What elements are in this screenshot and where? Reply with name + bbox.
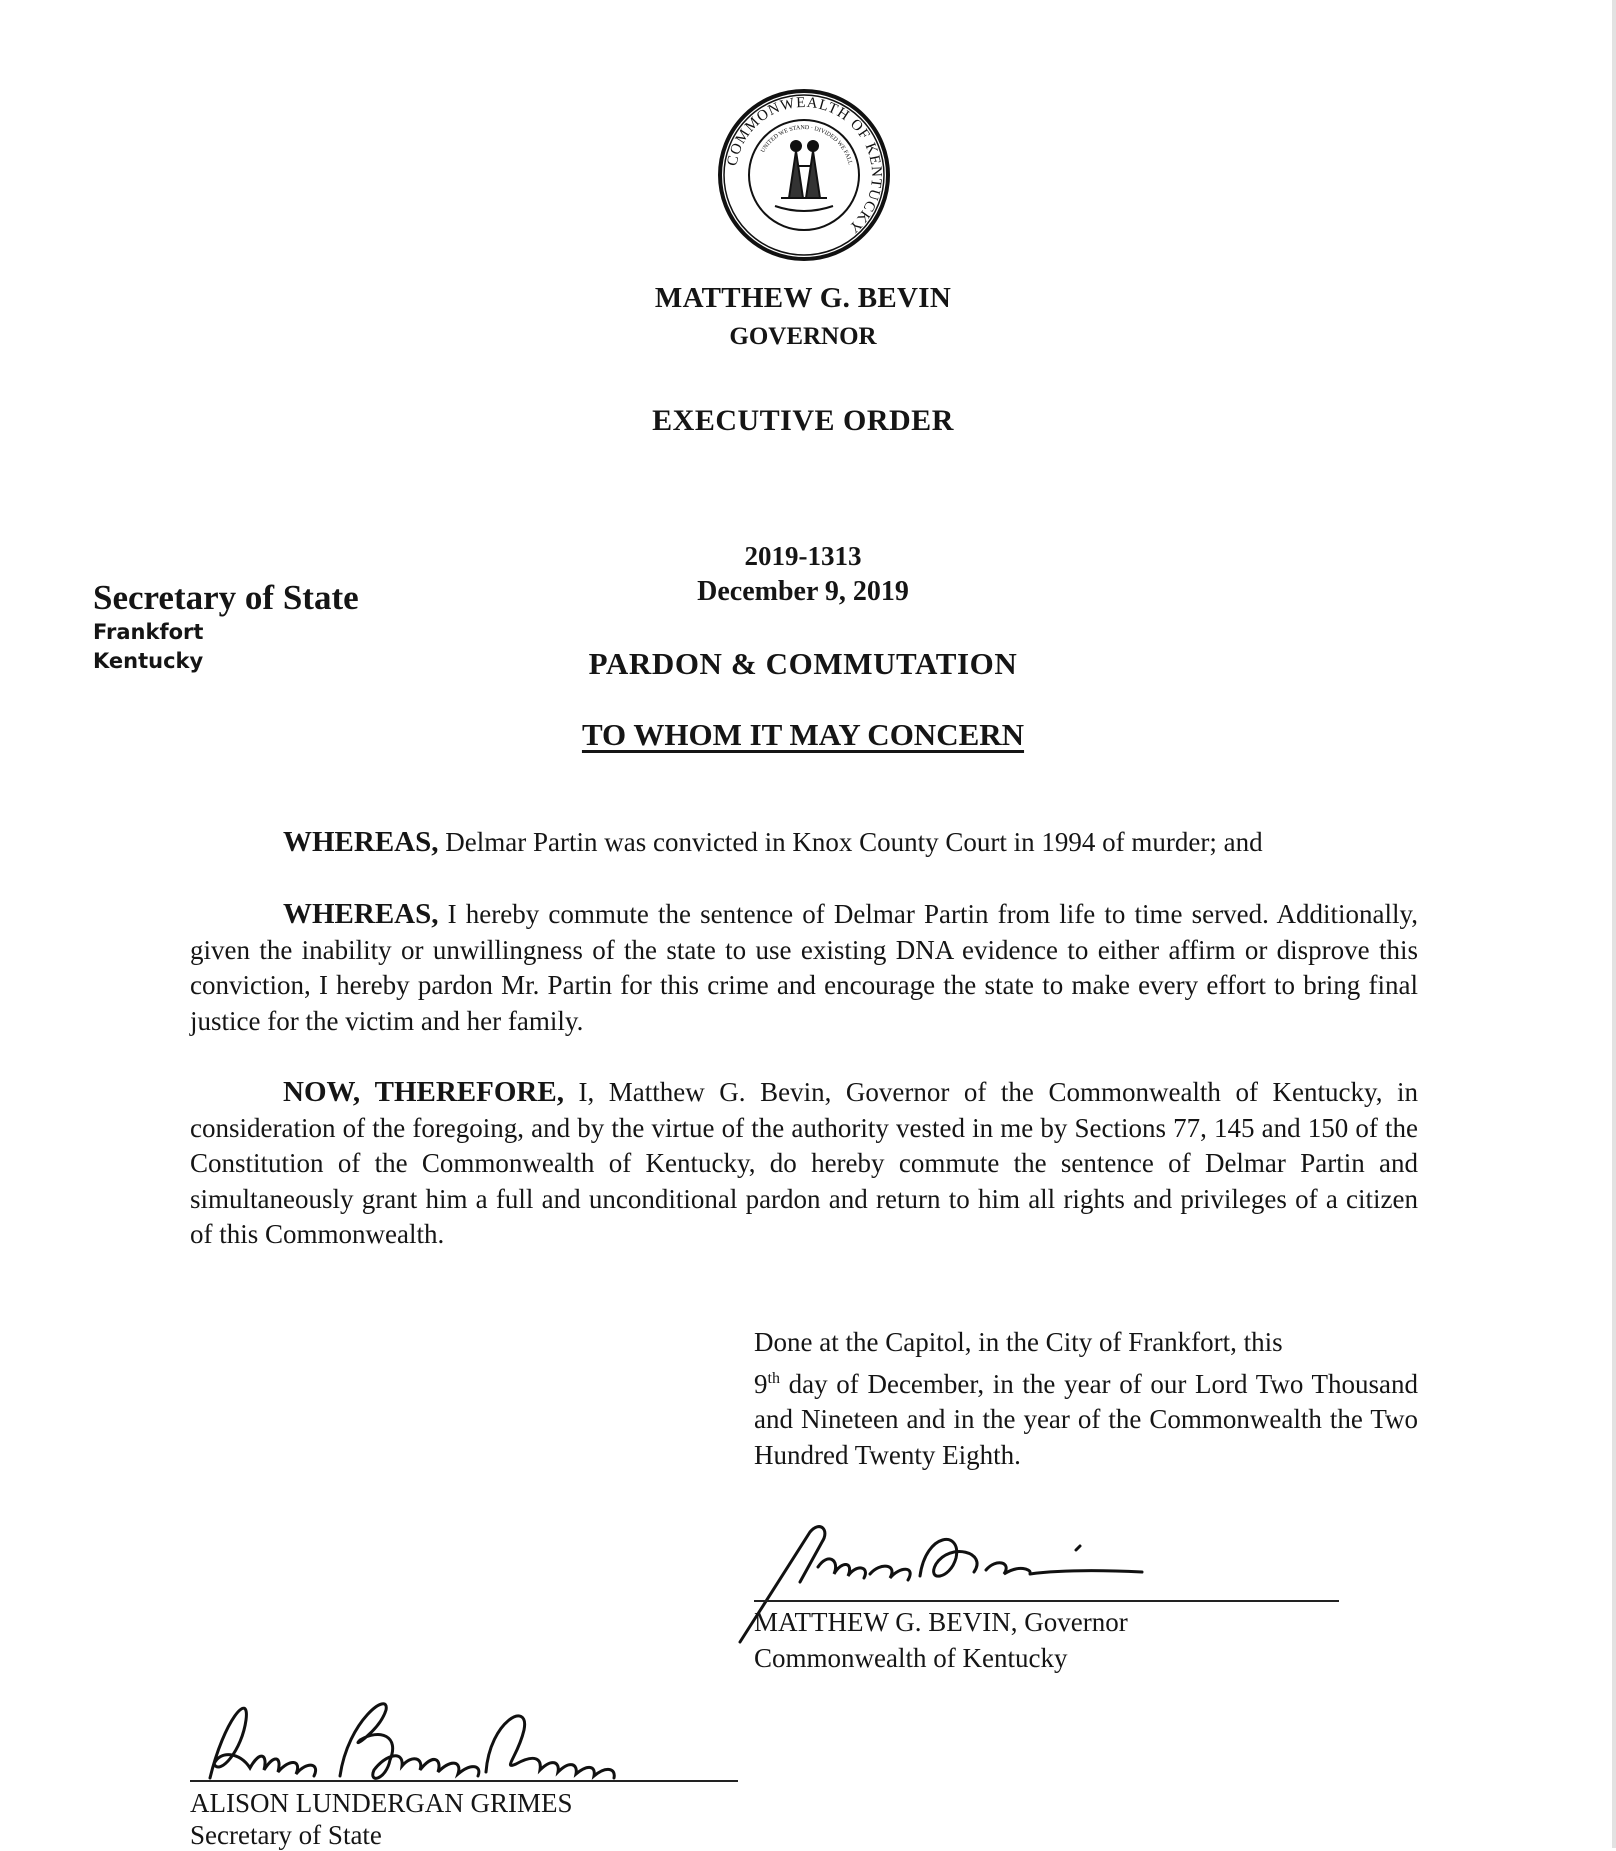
whereas-paragraph-2 [190, 897, 1418, 1039]
document-type-heading: EXECUTIVE ORDER [652, 404, 954, 437]
governor-signatory-org: Commonwealth of Kentucky [754, 1643, 1068, 1673]
order-date: December 9, 2019 [697, 576, 909, 607]
governor-name-heading: MATTHEW G. BEVIN [654, 282, 952, 314]
paragraph-lead: NOW, THEREFORE, [283, 1076, 564, 1108]
paragraph-text: I hereby commute the sentence of Delmar Partin from life to time served. Additionally, given the inability or unwillingness of the state to use existing DNA evidence to either affirm or disprove this conviction, I hereby pardon Mr. Partin for this crime and encourage the state to make every effort to bring final justice for the victim and her family. [190, 899, 1419, 1036]
governor-signatory-name: MATTHEW G. BEVIN, Governor [754, 1607, 1128, 1637]
therefore-paragraph [190, 1075, 1418, 1253]
seal-motto-text: UNITED WE STAND · DIVIDED WE FALL [760, 124, 853, 166]
secretary-of-state-heading: Secretary of State [93, 578, 359, 617]
paragraph-lead: WHEREAS, [283, 826, 439, 858]
paragraph-text: I, Matthew G. Bevin, Governor of the Commonwealth of Kentucky, in consideration of the foregoing, and by the virtue of the authority vested in me by Sections 77, 145 and 150 of the Constitution of the Commonwealth of Kentucky, do hereby commute the sentence of Delmar Partin and simultaneously grant him a full and unconditional pardon and return to him all rights and privileges of a citizen of this Commonwealth. [190, 1077, 1419, 1249]
closing-day: 9 [754, 1368, 768, 1399]
governor-title-heading: GOVERNOR [729, 323, 877, 350]
governor-signature-line [754, 1600, 1339, 1602]
whereas-paragraph-1 [190, 825, 1418, 861]
order-title: PARDON & COMMUTATION [588, 646, 1018, 681]
closing-statement [754, 1325, 1418, 1473]
paragraph-lead: WHEREAS, [283, 898, 439, 930]
kentucky-seal-icon [717, 88, 891, 262]
page-edge [1612, 0, 1616, 1848]
closing-line-a: Done at the Capitol, in the City of Frankfort, this [754, 1327, 1283, 1357]
closing-line-b: day of December, in the year of our Lord Two Thousand and Nineteen and in the year of the Commonwealth the Two Hundred Twenty Eighth. [754, 1368, 1418, 1470]
paragraph-text: Delmar Partin was convicted in Knox County Court in 1994 of murder; and [445, 827, 1263, 857]
svg-text:UNITED WE STAND · DIVIDED WE F [760, 125, 853, 166]
salutation: TO WHOM IT MAY CONCERN [581, 717, 1025, 752]
secretary-signature-line [190, 1780, 738, 1782]
seal-ring-text: COMMONWEALTH OF KENTUCKY [724, 94, 885, 237]
secretary-signatory-title: Secretary of State [190, 1820, 382, 1850]
secretary-signature [190, 1680, 730, 1790]
secretary-signatory-name: ALISON LUNDERGAN GRIMES [190, 1788, 573, 1818]
order-number: 2019-1313 [744, 541, 862, 571]
closing-day-suffix: th [767, 1369, 780, 1387]
secretary-state: Kentucky [93, 649, 204, 673]
secretary-city: Frankfort [93, 620, 204, 644]
